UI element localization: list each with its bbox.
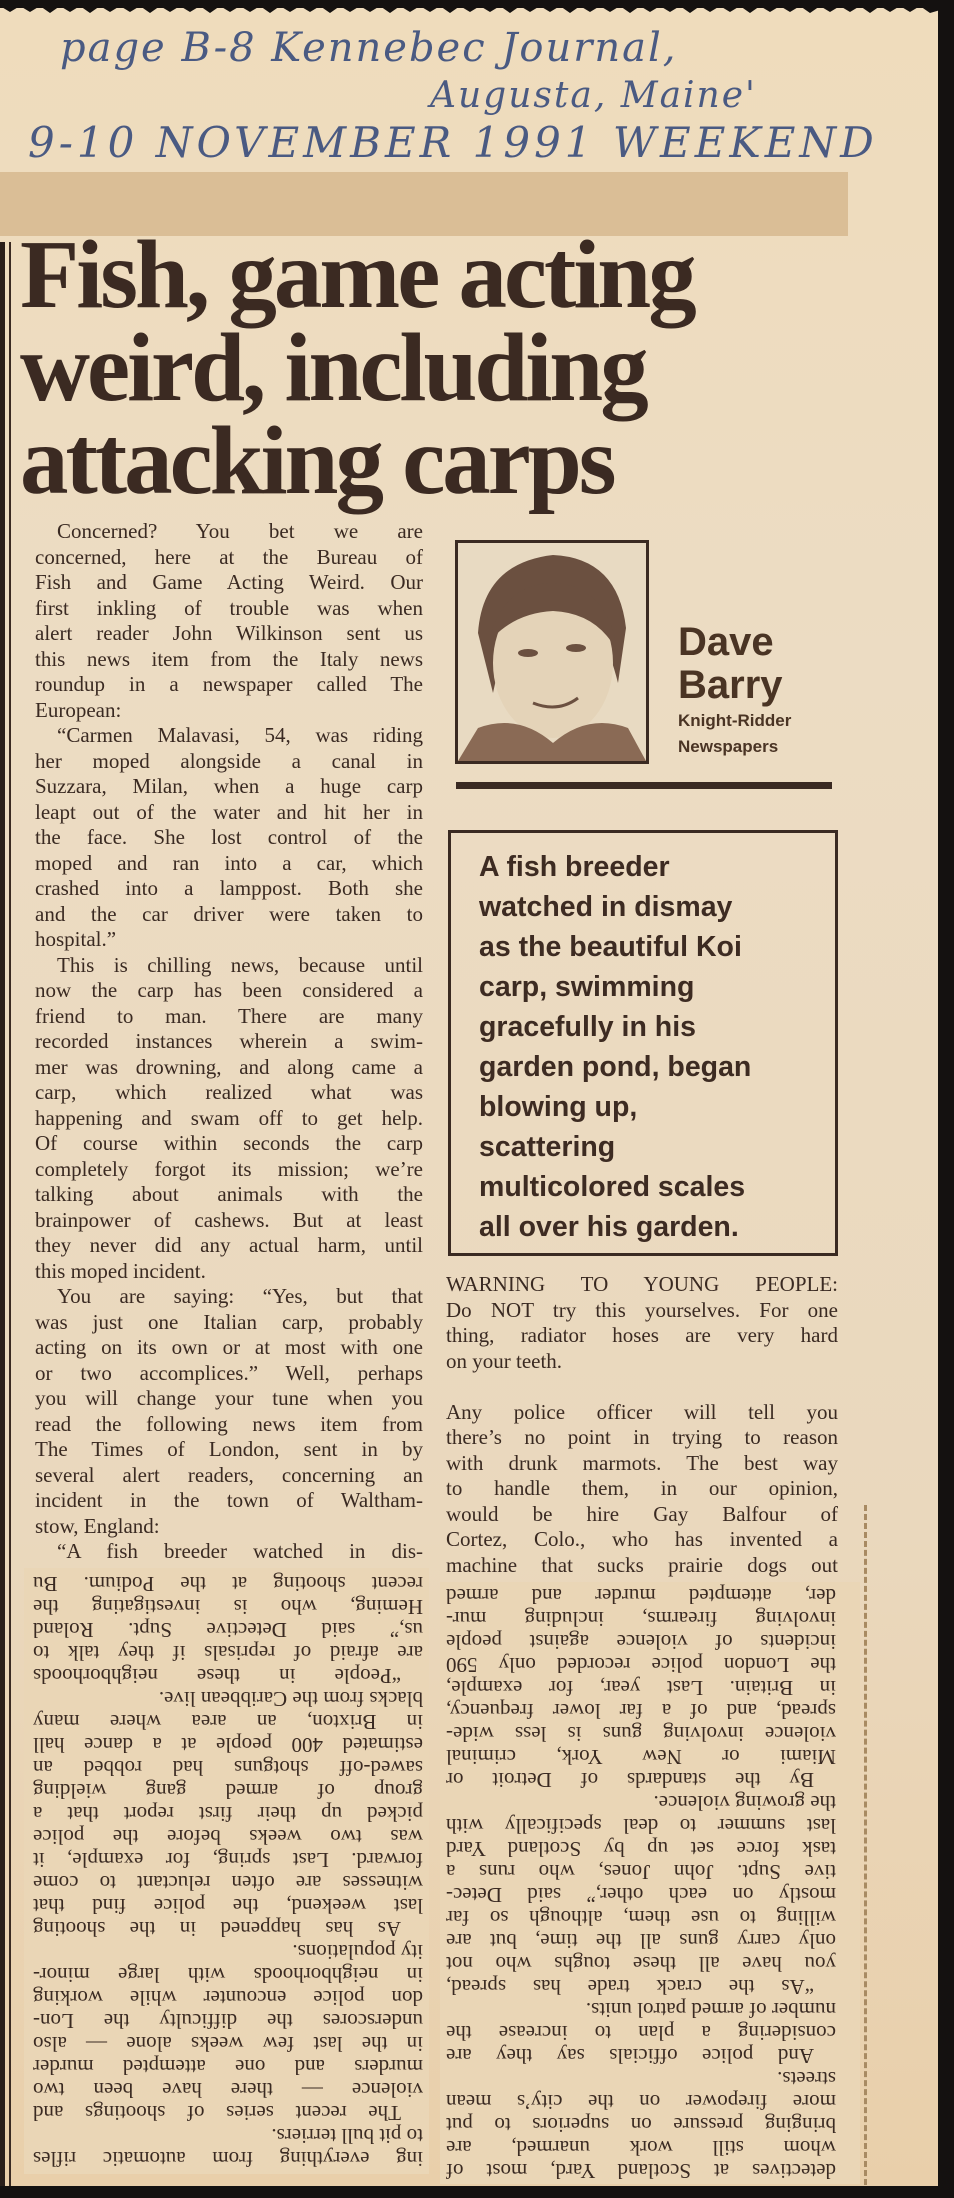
text-line: ing everything from automatic rifles <box>33 2147 423 2171</box>
text-line: The Times of London, sent in by <box>35 1437 423 1461</box>
pull-quote-line: garden pond, began <box>479 1051 752 1083</box>
handwritten-date-note: 9-10 NOVEMBER 1991 WEEKEND <box>28 118 878 167</box>
text-line: Miami or New York, criminal <box>446 1745 836 1769</box>
text-line: Fish and Game Acting Weird. Our <box>35 570 423 594</box>
text-line: Do NOT try this yourselves. For one <box>446 1297 838 1322</box>
text-line: By the standards of Detroit or <box>446 1768 814 1792</box>
text-line: talking about animals with the <box>35 1182 423 1206</box>
text-line: this news item from the Italy news <box>35 646 423 671</box>
text-line: on your teeth. <box>446 1348 563 1373</box>
text-line: brainpower of cashews. But at least <box>35 1207 423 1232</box>
headline-line: Fish, game acting <box>20 221 694 328</box>
text-line: her moped alongside a canal in <box>35 748 423 773</box>
text-line: witnesses are often reluctant to come <box>33 1871 423 1895</box>
text-line: last summer to deal specifically with <box>446 1814 836 1838</box>
text-line: Suzzara, Milan, when a huge carp <box>35 774 423 798</box>
text-line: whom still work unarmed, are <box>446 2136 836 2160</box>
left-column-body <box>35 519 423 1565</box>
pull-quote-line: A fish breeder <box>479 851 670 883</box>
text-line: forward. Last spring, for example, it <box>33 1848 423 1872</box>
text-line: concerned, here at the Bureau of <box>35 544 423 569</box>
pull-quote-line: watched in dismay <box>479 891 733 923</box>
pull-quote-line: scattering <box>479 1131 616 1163</box>
pull-quote-line: gracefully in his <box>479 1011 696 1043</box>
text-line: this moped incident. <box>35 1258 206 1283</box>
handwritten-location-note: Augusta, Maine' <box>430 75 757 116</box>
text-line: and the car driver were taken to <box>35 901 423 926</box>
text-line: der, attempted murder and armed <box>446 1584 836 1608</box>
text-line: incident in the town of Waltham- <box>35 1488 423 1512</box>
left-border-rule <box>9 242 11 2192</box>
text-line: last weekend, the police find that <box>33 1894 423 1918</box>
text-line: willing to use them, although so far <box>446 1906 836 1930</box>
text-line: ity populations. <box>292 1940 423 1964</box>
folded-upside-down-column-left <box>24 1568 429 2174</box>
text-line: crashed into a lamppost. Both she <box>35 876 423 900</box>
text-line: moped and ran into a car, which <box>35 850 423 875</box>
text-line: “As the crack trade has spread, <box>446 1975 814 1999</box>
text-line: Any police officer will tell you <box>446 1399 838 1424</box>
pull-quote-line: multicolored scales <box>479 1171 746 1203</box>
text-line: with drunk marmots. The best way <box>446 1450 838 1475</box>
text-line: there’s no point in trying to reason <box>446 1425 838 1449</box>
text-line: estimated 400 people at a dance hall <box>33 1733 423 1757</box>
text-line: in neighborhoods with large minor- <box>33 1963 423 1987</box>
text-line: machine that sucks prairie dogs out <box>446 1552 838 1577</box>
text-line: involving firearms, including mur- <box>446 1607 836 1631</box>
background-edge-bottom <box>0 2186 954 2198</box>
text-line: to handle them, in our opinion, <box>446 1476 838 1500</box>
author-syndicate: Knight-Ridder <box>678 711 792 730</box>
text-line: happening and swam off to get help. <box>35 1105 423 1130</box>
text-line: The recent series of shootings and <box>33 2101 401 2125</box>
text-line: first inkling of trouble was when <box>35 595 423 620</box>
text-line: thing, radiator hoses are very hard <box>446 1323 838 1347</box>
pull-quote-line: carp, swimming <box>479 971 695 1003</box>
text-line: several alert readers, concerning an <box>35 1462 423 1487</box>
text-line: sawed-off shotguns had robbed an <box>33 1756 423 1780</box>
text-line: “People in these neighborhoods <box>33 1664 401 1688</box>
text-line: alert reader John Wilkinson sent us <box>35 621 423 645</box>
text-line: You are saying: “Yes, but that <box>57 1284 423 1308</box>
text-line: acting on its own or at most with one <box>35 1335 423 1359</box>
headline-line: weird, including <box>20 314 646 421</box>
text-line: mer was drowning, and along came a <box>35 1054 423 1079</box>
pull-quote-box <box>448 830 838 1256</box>
text-line: completely forgot its mission; we’re <box>35 1156 423 1181</box>
text-line: number of armed patrol units. <box>585 1998 836 2022</box>
text-line: leapt out of the water and hit her in <box>35 799 423 824</box>
text-line: And police officials say they are <box>446 2044 814 2068</box>
text-line: don police encounter while working <box>33 1986 423 2010</box>
author-first-name: Dave <box>678 620 774 664</box>
headline-line: attacking carps <box>20 407 614 514</box>
text-line: underscores the difficulty the Lon- <box>33 2009 423 2033</box>
text-line: Cortez, Colo., who has invented a <box>446 1527 838 1551</box>
text-line: read the following news item from <box>35 1411 423 1436</box>
text-line: “Carmen Malavasi, 54, was riding <box>57 723 423 747</box>
text-line: now the carp has been considered a <box>35 978 423 1002</box>
text-line: mostly on each other,” said Detec- <box>446 1883 836 1907</box>
author-syndicate-2: Newspapers <box>678 737 779 756</box>
text-line: you will change your tune when you <box>35 1386 423 1410</box>
text-line: in Brixton, an area where many <box>33 1710 423 1734</box>
author-photo <box>455 540 649 764</box>
text-line: was just one Italian carp, probably <box>35 1309 423 1334</box>
pull-quote-line: as the beautiful Koi <box>479 931 742 963</box>
author-portrait-image <box>458 543 646 761</box>
text-line: detectives at Scotland Yard, most of <box>446 2159 836 2183</box>
text-line: more firepower on the city’s mean <box>446 2090 836 2114</box>
left-border <box>0 242 5 2192</box>
text-line: incidents of violence against people <box>446 1630 836 1654</box>
text-line <box>446 1374 838 1400</box>
background-edge-right <box>938 0 954 2198</box>
text-line: “A fish breeder watched in dis- <box>57 1539 423 1563</box>
text-line: blacks from the Caribbean live. <box>158 1687 423 1711</box>
text-line: spread, and of a far lower frequency, <box>446 1699 836 1723</box>
text-line: WARNING TO YOUNG PEOPLE: <box>446 1272 838 1296</box>
text-line: murders and one attempted murder <box>33 2055 423 2079</box>
text-line: us,” said Detective Supt. Roland <box>33 1618 423 1642</box>
text-line: European: <box>35 697 122 722</box>
text-line: bringing pressure on superiors to put <box>446 2113 836 2137</box>
text-line: group of armed gang wielding <box>33 1779 423 1803</box>
byline-rule <box>456 782 832 789</box>
text-line: you have all these toughs who not <box>446 1952 836 1976</box>
handwritten-source-note: page B-8 Kennebec Journal, <box>60 25 678 71</box>
headline <box>20 221 694 514</box>
text-line: or two accomplices.” Well, perhaps <box>35 1360 423 1385</box>
text-line: are afraid of reprisals if they talk to <box>33 1641 423 1665</box>
right-column-body <box>446 1272 838 1578</box>
text-line: violence involving guns is less wide- <box>446 1722 836 1746</box>
text-line: tive Supt. John Jones, who runs a <box>446 1860 836 1884</box>
text-line: As has happened in the shooting <box>33 1917 401 1941</box>
folded-upside-down-column-right <box>440 1582 860 2184</box>
text-line: violence — there have been two <box>33 2078 423 2102</box>
text-line: the growing violence. <box>653 1791 836 1815</box>
text-line: Concerned? You bet we are <box>57 519 423 543</box>
text-line: roundup in a newspaper called The <box>35 672 423 696</box>
text-line: the London police recorded only 590 <box>446 1653 836 1677</box>
text-line: hospital.” <box>35 927 117 951</box>
text-line: picked up their first report that a <box>33 1802 423 1826</box>
text-line: carp, which realized what was <box>35 1080 423 1104</box>
pull-quote-line: blowing up, <box>479 1091 638 1123</box>
text-line: recorded instances wherein a swim- <box>35 1029 423 1053</box>
text-line: recent shooting at the Podium. Bu <box>33 1572 423 1596</box>
text-line: friend to man. There are many <box>35 1003 423 1028</box>
text-line: task force set up by Scotland Yard <box>446 1837 836 1861</box>
text-line: Of course within seconds the carp <box>35 1131 423 1155</box>
text-line: the face. She lost control of the <box>35 825 423 849</box>
text-line: to pit bull terriers. <box>271 2124 423 2148</box>
text-line: streets. <box>777 2067 836 2091</box>
text-line: in the last few weeks alone — also <box>33 2032 423 2056</box>
torn-top-edge <box>0 0 954 16</box>
text-line: Heming, who is investigating the <box>33 1595 423 1619</box>
text-line: was two weeks before the police <box>33 1825 423 1849</box>
pull-quote-line: all over his garden. <box>479 1211 739 1243</box>
author-last-name: Barry <box>678 663 783 707</box>
tear-line <box>864 1505 867 2185</box>
text-line: would be hire Gay Balfour of <box>446 1501 838 1526</box>
text-line: in Britain. Last year, for example, <box>446 1676 836 1700</box>
text-line: considering a plan to increase the <box>446 2021 836 2045</box>
text-line: stow, England: <box>35 1513 160 1538</box>
text-line: only carry guns all the time, but are <box>446 1929 836 1953</box>
text-line: This is chilling news, because until <box>57 952 423 977</box>
text-line: they never did any actual harm, until <box>35 1233 423 1257</box>
